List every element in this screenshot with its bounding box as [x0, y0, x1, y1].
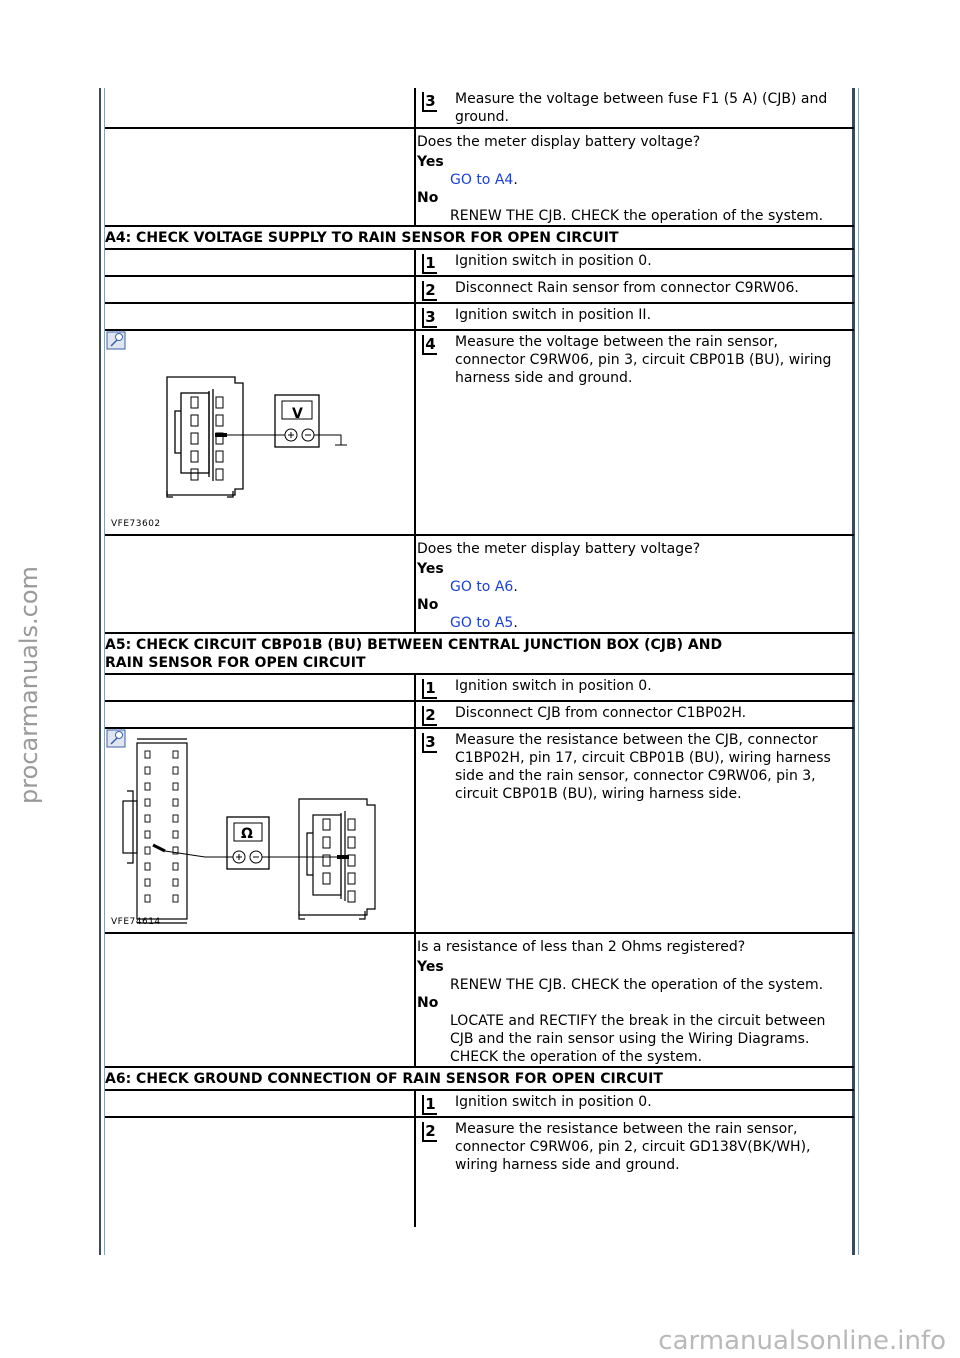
- step-item: [417, 304, 852, 329]
- table-row: [105, 1117, 854, 1227]
- table-row: [105, 330, 854, 535]
- section-heading-row: [105, 226, 854, 249]
- goto-a6-link[interactable]: GO to A6: [450, 579, 514, 595]
- meter-symbol-v: V: [292, 406, 303, 422]
- heading-line: RAIN SENSOR FOR OPEN CIRCUIT: [105, 655, 366, 671]
- step-number: 1: [422, 254, 437, 274]
- procedure-document: [105, 88, 854, 1227]
- watermark: [4, 470, 54, 900]
- yes-answer: RENEW THE CJB. CHECK the operation of the system.: [450, 977, 824, 993]
- table-row: [105, 249, 854, 276]
- meter-symbol-ohm: Ω: [241, 826, 253, 842]
- figure-label: VFE74614: [111, 917, 161, 927]
- goto-a5-link[interactable]: GO to A5: [450, 615, 514, 631]
- section-heading-row: [105, 633, 854, 674]
- no-answer: GO to A5.: [450, 615, 518, 631]
- step-number: 2: [422, 281, 437, 301]
- step-text: Measure the voltage between fuse F1 (5 A) (CJB) and ground.: [455, 91, 828, 125]
- watermark-text: procarmanuals.com: [15, 566, 43, 804]
- footer-watermark: carmanualsonline.info: [658, 1326, 946, 1356]
- step-item: [417, 88, 852, 127]
- step-number: 3: [422, 92, 437, 112]
- section-heading-a4: A4: CHECK VOLTAGE SUPPLY TO RAIN SENSOR FOR OPEN CIRCUIT: [105, 226, 854, 249]
- step-item: [417, 1091, 852, 1116]
- figure-label: VFE73602: [111, 519, 161, 529]
- table-row: [105, 88, 854, 128]
- table-row: [105, 1090, 854, 1117]
- step-text: Measure the resistance between the CJB, connector C1BP02H, pin 17, circuit CBP01B (BU), wiring harness side and the rain sensor, connector C9RW06, pin 3, circuit CBP01B (BU), wiring harness side.: [455, 732, 831, 802]
- section-heading-a5: [105, 633, 854, 674]
- resistance-test-diagram: [105, 729, 414, 932]
- no-label: No: [417, 995, 439, 1011]
- heading-line: A5: CHECK CIRCUIT CBP01B (BU) BETWEEN CENTRAL JUNCTION BOX (CJB) AND: [105, 637, 723, 653]
- step-number: 2: [422, 1122, 437, 1142]
- step-number: 2: [422, 706, 437, 726]
- table-row: [105, 728, 854, 933]
- step-number: 1: [422, 679, 437, 699]
- figure-cell: [105, 728, 415, 933]
- step-item: [417, 675, 852, 700]
- step-item: [417, 702, 852, 727]
- table-row: [105, 701, 854, 728]
- step-text: Ignition switch in position II.: [455, 307, 652, 323]
- step-item: [417, 1118, 852, 1175]
- table-row: [105, 276, 854, 303]
- yes-label: Yes: [417, 959, 444, 975]
- step-text: Disconnect Rain sensor from connector C9RW06.: [455, 280, 799, 296]
- question-text: Does the meter display battery voltage?: [417, 541, 701, 557]
- step-number: 4: [422, 335, 437, 355]
- no-label: No: [417, 597, 439, 613]
- step-text: Ignition switch in position 0.: [455, 253, 652, 269]
- table-row: [105, 535, 854, 633]
- question-text: Does the meter display battery voltage?: [417, 134, 701, 150]
- zoom-icon[interactable]: [107, 730, 125, 747]
- table-row: [105, 128, 854, 226]
- no-answer: RENEW THE CJB. CHECK the operation of the system.: [450, 208, 824, 224]
- page-border-left: [99, 88, 101, 1255]
- section-heading-a6: A6: CHECK GROUND CONNECTION OF RAIN SENSOR FOR OPEN CIRCUIT: [105, 1067, 854, 1090]
- no-answer: LOCATE and RECTIFY the break in the circuit between CJB and the rain sensor using the Wiring Diagrams. CHECK the operation of the system.: [450, 1013, 826, 1065]
- yes-answer: GO to A4.: [450, 172, 518, 188]
- no-label: No: [417, 190, 439, 206]
- step-item: [417, 729, 852, 804]
- goto-a4-link[interactable]: GO to A4: [450, 172, 514, 188]
- section-heading-row: [105, 1067, 854, 1090]
- question-text: Is a resistance of less than 2 Ohms registered?: [417, 939, 746, 955]
- step-number: 3: [422, 733, 437, 753]
- step-text: Ignition switch in position 0.: [455, 1094, 652, 1110]
- yes-label: Yes: [417, 154, 444, 170]
- step-text: Ignition switch in position 0.: [455, 678, 652, 694]
- table-row: [105, 933, 854, 1067]
- yes-label: Yes: [417, 561, 444, 577]
- step-text: Measure the resistance between the rain sensor, connector C9RW06, pin 2, circuit GD138V(BK/WH), wiring harness side and ground.: [455, 1121, 811, 1173]
- yes-answer: GO to A6.: [450, 579, 518, 595]
- zoom-icon[interactable]: [107, 332, 125, 349]
- table-row: [105, 303, 854, 330]
- step-item: [417, 250, 852, 275]
- step-number: 3: [422, 308, 437, 328]
- table-row: [105, 674, 854, 701]
- figure-cell: [105, 330, 415, 535]
- step-item: [417, 331, 852, 388]
- diagnostic-table: [105, 88, 854, 1227]
- voltage-test-diagram: [105, 331, 414, 534]
- page-border-right-inner: [858, 88, 859, 1255]
- step-number: 1: [422, 1095, 437, 1115]
- step-text: Disconnect CJB from connector C1BP02H.: [455, 705, 747, 721]
- step-item: [417, 277, 852, 302]
- step-text: Measure the voltage between the rain sensor, connector C9RW06, pin 3, circuit CBP01B (BU), wiring harness side and ground.: [455, 334, 832, 386]
